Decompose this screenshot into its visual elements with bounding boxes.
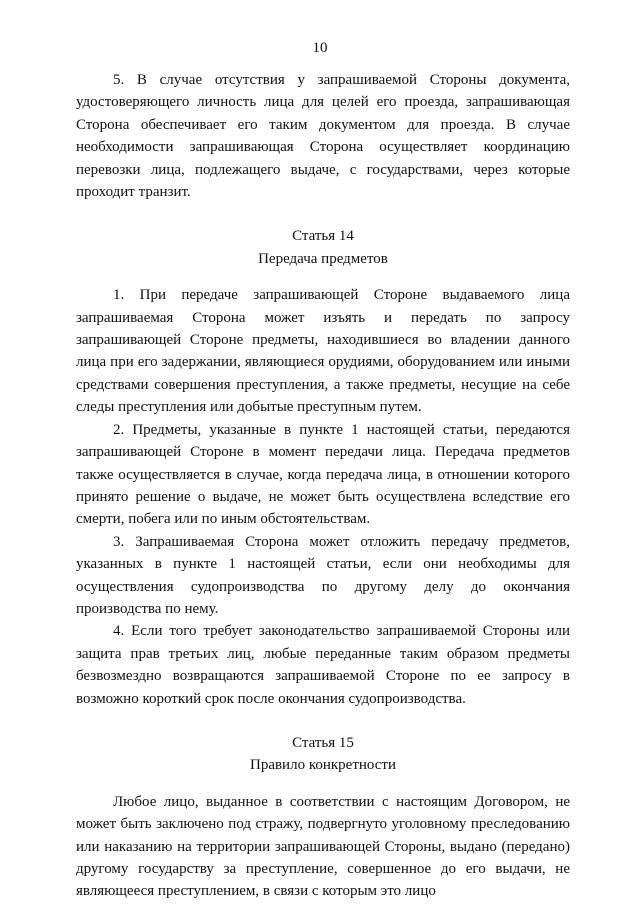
article-14-paragraph-4: 4. Если того требует законодательство запрашиваемой Стороны или защита прав третьих лиц, любые переданные таким образом предметы безвозмездно возвращаются запрашиваемой Стороне по ее запросу в возможно короткий срок после окончания судопроизводства. — [76, 623, 570, 707]
document-body — [76, 69, 570, 903]
article-15-title: Правило конкретности — [249, 757, 397, 774]
page-number: 10 — [312, 40, 328, 56]
article-15-number: Статья 15 — [292, 734, 354, 751]
article-14-paragraph-3: 3. Запрашиваемая Сторона может отложить передачу предметов, указанных в пункте 1 настоящей статьи, если они необходимы для осуществления судопроизводства по другому делу до окончания производства по нему. — [76, 533, 570, 617]
article-14-number: Статья 14 — [292, 228, 354, 245]
paragraph-5: 5. В случае отсутствия у запрашиваемой Стороны документа, удостоверяющего личность лица для целей его проезда, запрашивающая Сторона обеспечивает его таким документом для проезда. В случае необходимости запрашивающая Сторона осуществляет координацию перевозки лица, подлежащего выдаче, с государствами, через которые проходит транзит. — [76, 72, 570, 201]
article-14-paragraph-1: 1. При передаче запрашивающей Стороне выдаваемого лица запрашиваемая Сторона может изъять и передать по запросу запрашивающей Стороне предметы, находившиеся во владении данного лица при его задержании, являющиеся орудиями, оборудованием или иными средствами совершения преступления, а также предметы, несущие на себе следы преступления или добытые преступным путем. — [76, 287, 570, 416]
article-14-title: Передача предметов — [258, 250, 388, 267]
article-15-paragraph-1: Любое лицо, выданное в соответствии с настоящим Договором, не может быть заключено под стражу, подвергнуто уголовному преследованию или наказанию на территории запрашивающей Стороны, выдано (передано) другому государству за преступление, совершенное до его выдачи, не являющееся преступлением, в связи с которым это лицо — [76, 793, 570, 900]
article-14-paragraph-2: 2. Предметы, указанные в пункте 1 настоящей статьи, передаются запрашивающей Стороне в момент передачи лица. Передача предметов также осуществляется в случае, когда передача лица, в отношении которого принято решение о выдаче, не может быть осуществлена вследствие его смерти, побега или по иным обстоятельствам. — [76, 421, 570, 528]
